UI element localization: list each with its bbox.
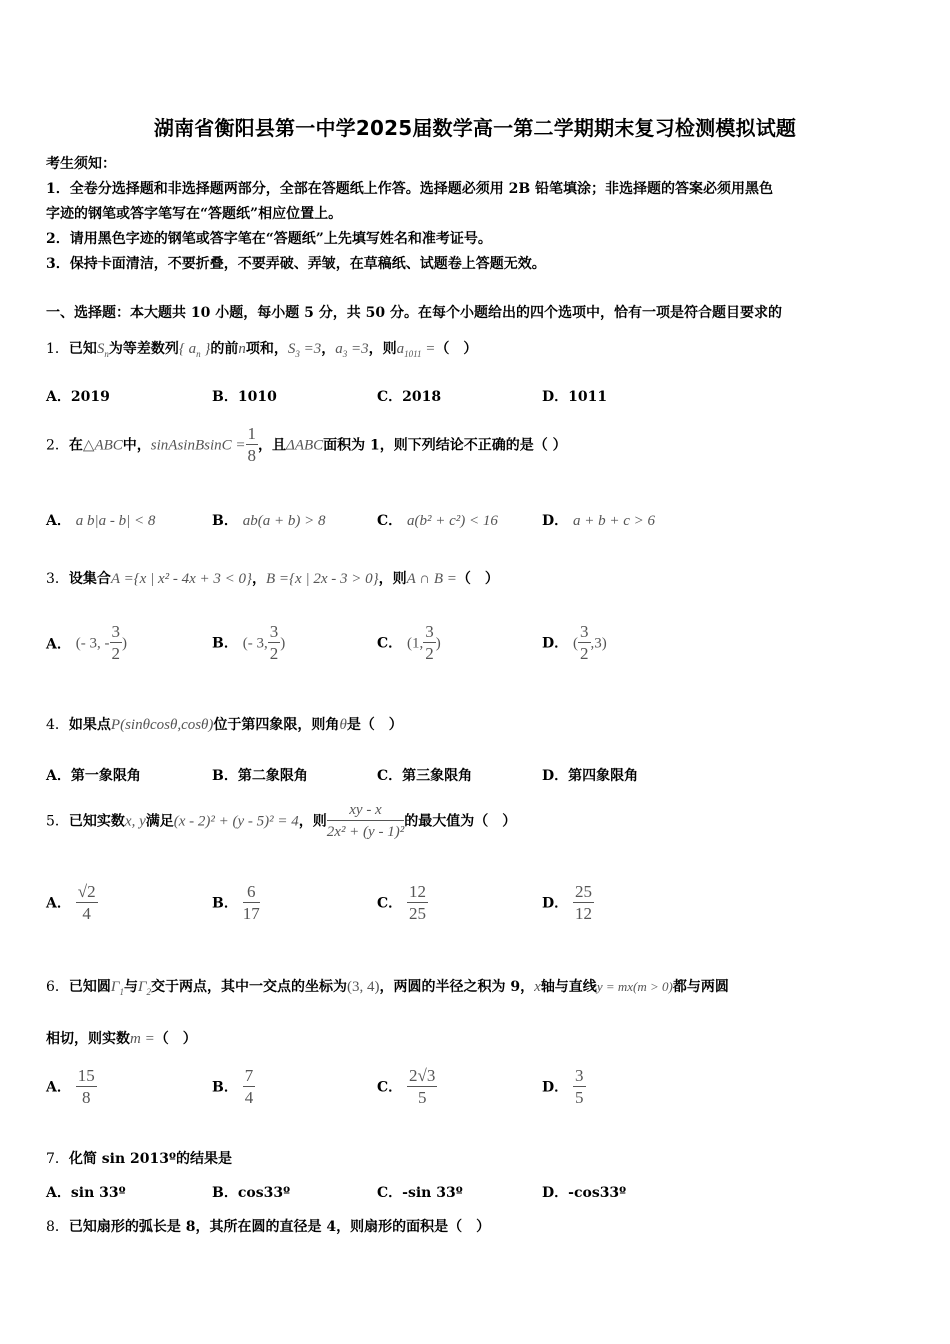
math-expr: x, y — [124, 813, 146, 830]
math-expr: $\Gamma_2$ — [137, 979, 152, 997]
page-title: 湖南省衡阳县第一中学2025届数学高一第二学期期末复习检测模拟试题 — [153, 116, 797, 140]
q4-option-b[interactable]: B．第二象限角 — [212, 768, 308, 784]
question-number: 7． — [46, 1151, 69, 1167]
fraction: $\frac{1}{8}$ — [247, 424, 257, 465]
q6-option-a[interactable]: A． $\frac{15}{8}$ — [46, 1066, 95, 1107]
question-number: 5． — [46, 813, 69, 830]
question-3 — [46, 568, 499, 588]
q-text: 已知扇形的弧长是 8，其所在圆的直径是 4，则扇形的面积是（ ） — [68, 1219, 491, 1235]
q7-option-a[interactable]: A．sin 33º — [46, 1185, 126, 1201]
question-number: 1． — [46, 341, 69, 357]
q4-option-d[interactable]: D．第四象限角 — [542, 768, 639, 784]
math-expr: P(sinθcosθ,cosθ) — [110, 717, 214, 733]
math-expr: n — [238, 341, 246, 357]
math-expr: m = — [130, 1031, 155, 1047]
question-number: 6． — [46, 979, 69, 995]
q-text: 位于第四象限，则角 — [213, 717, 340, 733]
q3-option-b[interactable]: B． (- 3, $\frac{3}{2}$ ) — [212, 622, 286, 663]
math-expr: x — [534, 979, 541, 995]
q7-option-b[interactable]: B．cos33º — [212, 1185, 291, 1201]
q2-option-c[interactable]: C． a(b² + c²) < 16 — [377, 513, 498, 529]
math-expr: B ={x | 2x - 3 > 0} — [266, 571, 379, 587]
q-text: （ ） — [456, 571, 499, 587]
math-expr: { $a_n$ } — [178, 341, 211, 359]
q1-option-c[interactable]: C．2018 — [377, 389, 442, 405]
q6-option-d[interactable]: D． $\frac{3}{5}$ — [542, 1066, 584, 1107]
question-4 — [46, 714, 403, 734]
q-text: 为等差数列 — [108, 341, 179, 357]
q6-option-b[interactable]: B． $\frac{7}{4}$ — [212, 1066, 254, 1107]
question-7 — [46, 1148, 232, 1168]
q5-option-a[interactable]: A． $\frac{√2}{4}$ — [46, 882, 96, 923]
q-text: 已知 — [68, 341, 97, 357]
q-text: 已知实数 — [68, 813, 125, 830]
question-6 — [46, 976, 729, 997]
notice-line-1b: 字迹的钢笔或答字笔写在“答题纸”相应位置上。 — [46, 206, 343, 222]
question-number: 8． — [46, 1219, 69, 1235]
question-1 — [46, 338, 477, 359]
q1-option-b[interactable]: B．1010 — [212, 389, 277, 405]
q-text: 在 — [68, 437, 83, 454]
q-text: 设集合 — [68, 571, 111, 587]
math-expr: θ — [339, 717, 347, 733]
math-expr: $\Gamma_1$ — [110, 979, 124, 997]
q-text: 面积为 1，则下列结论不正确的是（ ） — [323, 437, 567, 454]
q-text: ，且 — [258, 437, 287, 454]
question-5 — [46, 800, 516, 843]
q2-option-d[interactable]: D． a + b + c > 6 — [542, 513, 656, 529]
notice-heading: 考生须知： — [46, 156, 116, 172]
q4-option-c[interactable]: C．第三象限角 — [377, 768, 473, 784]
math-expr: A ={x | x² - 4x + 3 < 0} — [110, 571, 253, 587]
q-text: 如果点 — [68, 717, 111, 733]
q5-option-c[interactable]: C． $\frac{12}{25}$ — [377, 882, 427, 923]
question-number: 2． — [46, 437, 69, 454]
q-text: ，则 — [368, 341, 397, 357]
math-expr: (x - 2)² + (y - 5)² = 4 — [173, 813, 299, 830]
q1-option-d[interactable]: D．1011 — [542, 389, 608, 405]
q1-option-a[interactable]: A．2019 — [46, 389, 110, 405]
math-expr: (3, 4) — [347, 979, 380, 995]
q5-option-b[interactable]: B． $\frac{6}{17}$ — [212, 882, 260, 923]
math-expr: $a_3 =3$ — [335, 341, 369, 359]
math-expr: y = mx(m > 0) — [596, 979, 673, 994]
q-text: 项和， — [245, 341, 288, 357]
q-text: 都与两圆 — [672, 979, 729, 995]
math-expr: $a_{1011}$ = — [396, 341, 436, 359]
q3-option-c[interactable]: C． (1, $\frac{3}{2}$ ) — [377, 622, 441, 663]
question-number: 4． — [46, 717, 69, 733]
q-text: ， — [321, 341, 336, 357]
q-text: 已知圆 — [68, 979, 111, 995]
q-text: ，则 — [298, 813, 327, 830]
math-expr: △ABC — [82, 437, 123, 454]
q-text: 轴与直线 — [540, 979, 597, 995]
q5-option-d[interactable]: D． $\frac{25}{12}$ — [542, 882, 593, 923]
q2-option-a[interactable]: A． a b|a - b| < 8 — [46, 513, 156, 529]
q-text: ， — [252, 571, 267, 587]
section-heading: 一、选择题：本大题共 10 小题，每小题 5 分，共 50 分。在每个小题给出的四个选项中，恰有一项是符合题目要求的 — [46, 305, 782, 321]
question-8 — [46, 1216, 490, 1236]
q-text: 满足 — [145, 813, 174, 830]
q-text: 与 — [123, 979, 138, 995]
q-text: ，两圆的半径之积为 9， — [379, 979, 535, 995]
q-text: 的最大值为（ ） — [404, 813, 517, 830]
question-6-cont — [46, 1028, 197, 1048]
question-2 — [46, 424, 567, 467]
notice-line-1a: 1．全卷分选择题和非选择题两部分，全部在答题纸上作答。选择题必须用 2B 铅笔填涂；非选择题的答案必须用黑色 — [46, 181, 774, 197]
math-expr: $S_3 =3$ — [287, 341, 322, 359]
math-expr: ΔABC — [286, 437, 324, 454]
math-expr: sinAsinBsinC = — [150, 437, 246, 454]
fraction: $\frac{xy - x}{\text{2x² + (y - 1)²}}$ — [326, 802, 405, 840]
q-text: （ ） — [435, 341, 478, 357]
notice-line-2: 2．请用黑色字迹的钢笔或答字笔在“答题纸”上先填写姓名和准考证号。 — [46, 231, 492, 247]
q7-option-c[interactable]: C．-sin 33º — [377, 1185, 463, 1201]
q3-option-a[interactable]: A． (- 3, - $\frac{3}{2}$ ) — [46, 622, 127, 663]
q-text: 化简 sin 2013º的结果是 — [68, 1151, 233, 1167]
q6-option-c[interactable]: C． $\frac{2√3}{5}$ — [377, 1066, 436, 1107]
q4-option-a[interactable]: A．第一象限角 — [46, 768, 141, 784]
question-number: 3． — [46, 571, 69, 587]
q3-option-d[interactable]: D． ( $\frac{3}{2}$ ,3) — [542, 622, 607, 663]
q-text: 的前 — [210, 341, 239, 357]
q2-option-b[interactable]: B． ab(a + b) > 8 — [212, 513, 326, 529]
q-text: 是（ ） — [346, 717, 403, 733]
q-text: 相切，则实数 — [46, 1031, 130, 1047]
notice-line-3: 3．保持卡面清洁，不要折叠，不要弄破、弄皱，在草稿纸、试题卷上答题无效。 — [46, 256, 546, 272]
q-text: （ ） — [154, 1031, 197, 1047]
math-expr: A ∩ B = — [406, 571, 457, 587]
q-text: 交于两点，其中一交点的坐标为 — [151, 979, 348, 995]
q-text: 中， — [122, 437, 151, 454]
q7-option-d[interactable]: D．-cos33º — [542, 1185, 627, 1201]
q-text: ，则 — [378, 571, 407, 587]
math-expr: $S_n$ — [96, 341, 109, 359]
